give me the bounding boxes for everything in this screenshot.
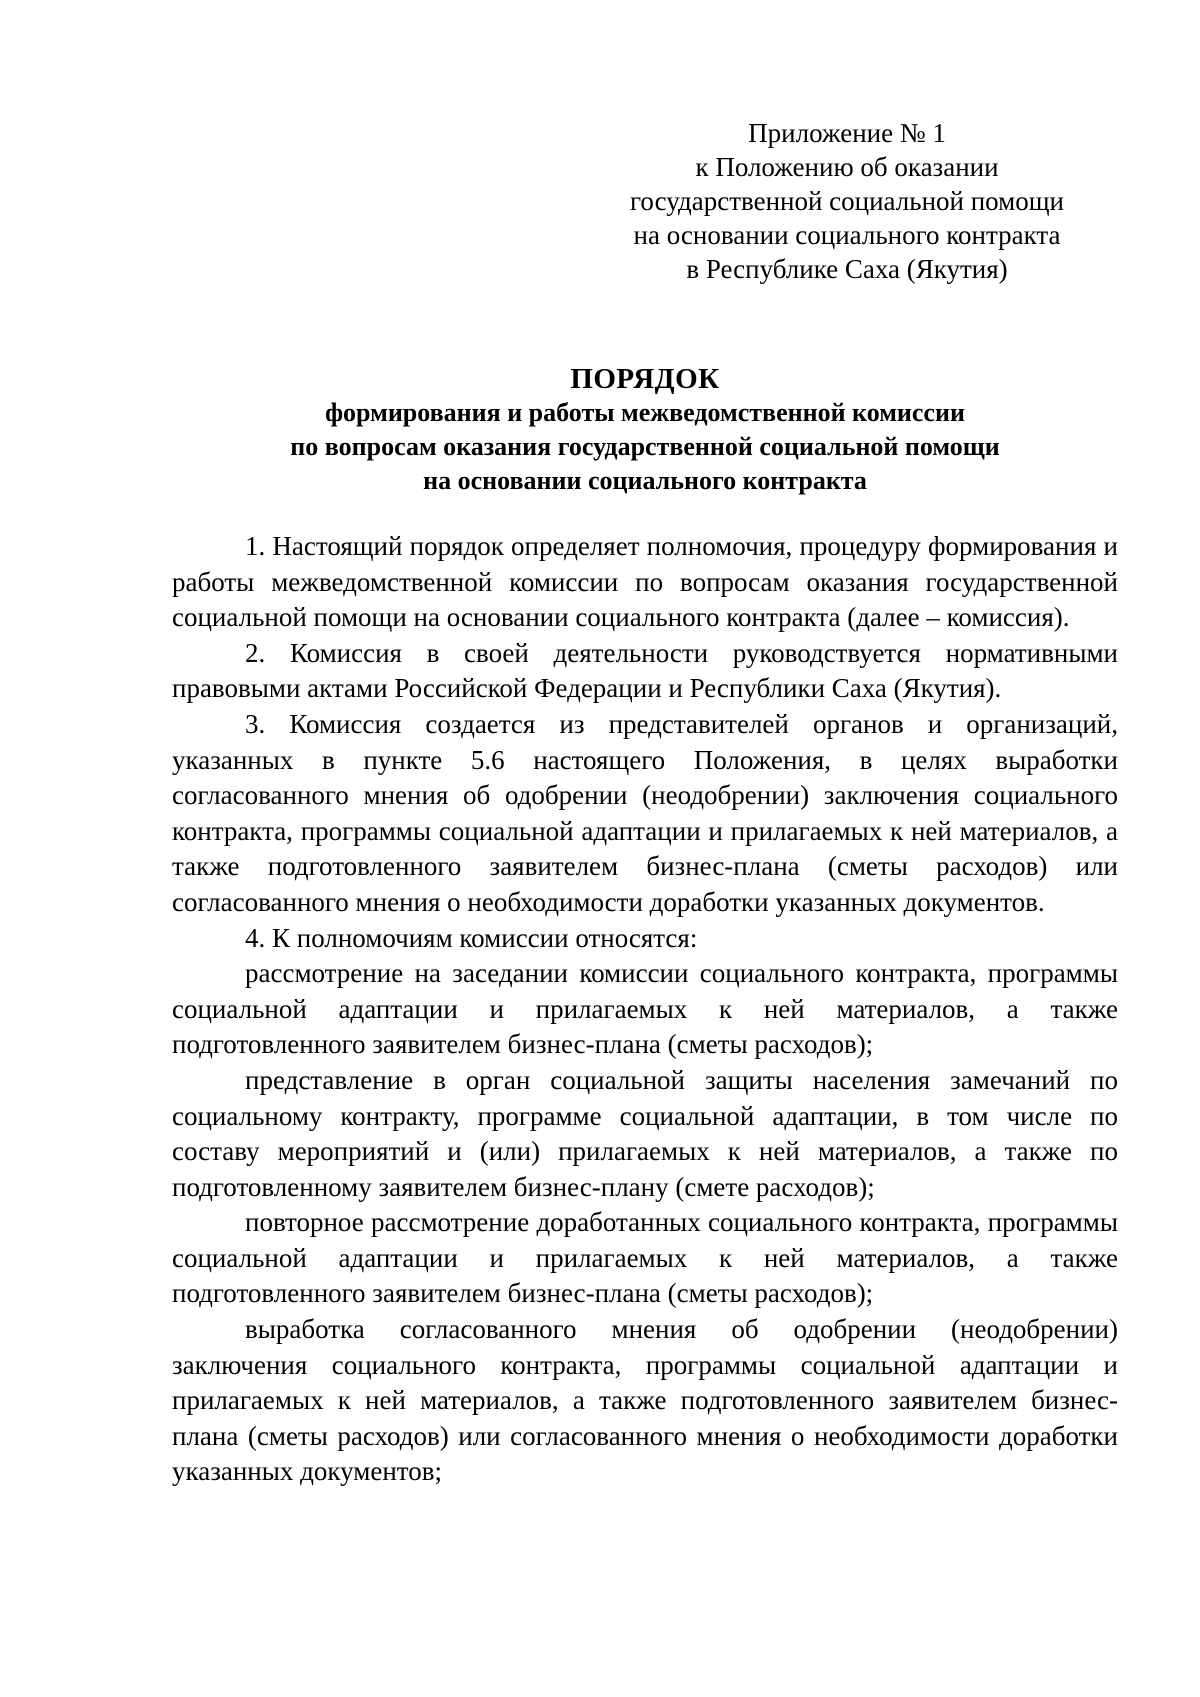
title-subtitle-line: формирования и работы межведомственной комиссии	[325, 398, 965, 427]
appendix-line: в Республике Саха (Якутия)	[686, 254, 1008, 284]
paragraph: 2. Комиссия в своей деятельности руководствуется нормативными правовыми актами Российской Федерации и Республики Саха (Якутия).	[172, 637, 1118, 704]
paragraph: 4. К полномочиям комиссии относятся:	[245, 922, 698, 953]
list-item: представление в орган социальной защиты населения замечаний по социальному контракту, программе социальной адаптации, в том числе по составу мероприятий и (или) прилагаемых к ней материалов, а также по подготовленному заявителем бизнес-плану (смете расходов);	[172, 1064, 1118, 1202]
title-subtitle-line: на основании социального контракта	[423, 466, 867, 495]
title-main: ПОРЯДОК	[570, 363, 720, 395]
appendix-line: Приложение № 1	[748, 118, 946, 148]
appendix-line: государственной социальной помощи	[630, 186, 1064, 216]
document-title	[172, 362, 1118, 498]
document-body	[172, 529, 1118, 1490]
list-item: выработка согласованного мнения об одобрении (неодобрении) заключения социального контракта, программы социальной адаптации и прилагаемых к ней материалов, а также подготовленного заявителем бизнес-плана (сметы расходов) или согласованного мнения о необходимости доработки указанных документов;	[172, 1314, 1118, 1487]
list-item: рассмотрение на заседании комиссии социального контракта, программы социальной адаптации и прилагаемых к ней материалов, а также подготовленного заявителем бизнес-плана (сметы расходов);	[172, 958, 1118, 1060]
appendix-line: к Положению об оказании	[695, 152, 999, 182]
list-item: повторное рассмотрение доработанных социального контракта, программы социальной адаптации и прилагаемых к ней материалов, а также подготовленного заявителем бизнес-плана (сметы расходов);	[172, 1207, 1118, 1309]
appendix-line: на основании социального контракта	[633, 220, 1061, 250]
appendix-header	[612, 116, 1082, 286]
paragraph: 3. Комиссия создается из представителей органов и организаций, указанных в пункте 5.6 настоящего Положения, в целях выработки согласованного мнения об одобрении (неодобрении) заключения социального контракта, программы социальной адаптации и прилагаемых к ней материалов, а также подготовленного заявителем бизнес-плана (сметы расходов) или согласованного мнения о необходимости доработки указанных документов.	[172, 708, 1118, 917]
title-subtitle-line: по вопросам оказания государственной социальной помощи	[290, 432, 1000, 461]
paragraph: 1. Настоящий порядок определяет полномочия, процедуру формирования и работы межведомственной комиссии по вопросам оказания государственной социальной помощи на основании социального контракта (далее – комиссия).	[172, 531, 1118, 633]
